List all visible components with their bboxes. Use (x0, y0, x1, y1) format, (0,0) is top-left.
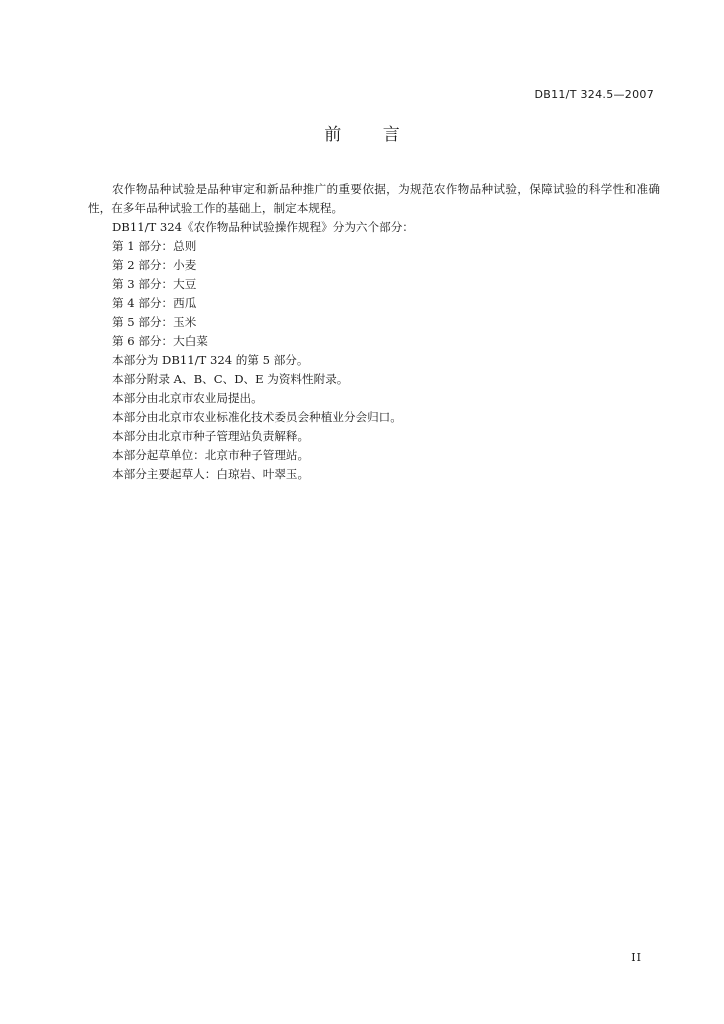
part-item: 第 6 部分：大白菜 (112, 334, 208, 348)
page-title: 前 言 (324, 125, 418, 145)
statement-line: 本部分由北京市农业局提出。 (112, 391, 263, 405)
parts-intro-line: DB11/T 324《农作物品种试验操作规程》分为六个部分： (112, 220, 414, 234)
part-item: 第 3 部分：大豆 (112, 277, 197, 291)
statement-line: 本部分由北京市种子管理站负责解释。 (112, 429, 310, 443)
statement-line: 本部分由北京市农业标准化技术委员会种植业分会归口。 (112, 410, 402, 424)
statement-line: 本部分起草单位：北京市种子管理站。 (112, 448, 310, 462)
document-code: DB11/T 324.5—2007 (534, 88, 654, 101)
page-number: II (631, 951, 642, 964)
part-item: 第 2 部分：小麦 (112, 258, 197, 272)
statement-line: 本部分为 DB11/T 324 的第 5 部分。 (112, 353, 309, 367)
part-item: 第 4 部分：西瓜 (112, 296, 197, 310)
statement-line: 本部分附录 A、B、C、D、E 为资料性附录。 (112, 372, 349, 386)
statement-line: 本部分主要起草人：白琼岩、叶翠玉。 (112, 467, 310, 481)
part-item: 第 5 部分：玉米 (112, 315, 197, 329)
intro-paragraph: 农作物品种试验是品种审定和新品种推广的重要依据，为规范农作物品种试验，保障试验的科学性和准确性，在多年品种试验工作的基础上，制定本规程。 (88, 182, 660, 215)
part-item: 第 1 部分：总则 (112, 239, 197, 253)
foreword-body (88, 180, 660, 484)
